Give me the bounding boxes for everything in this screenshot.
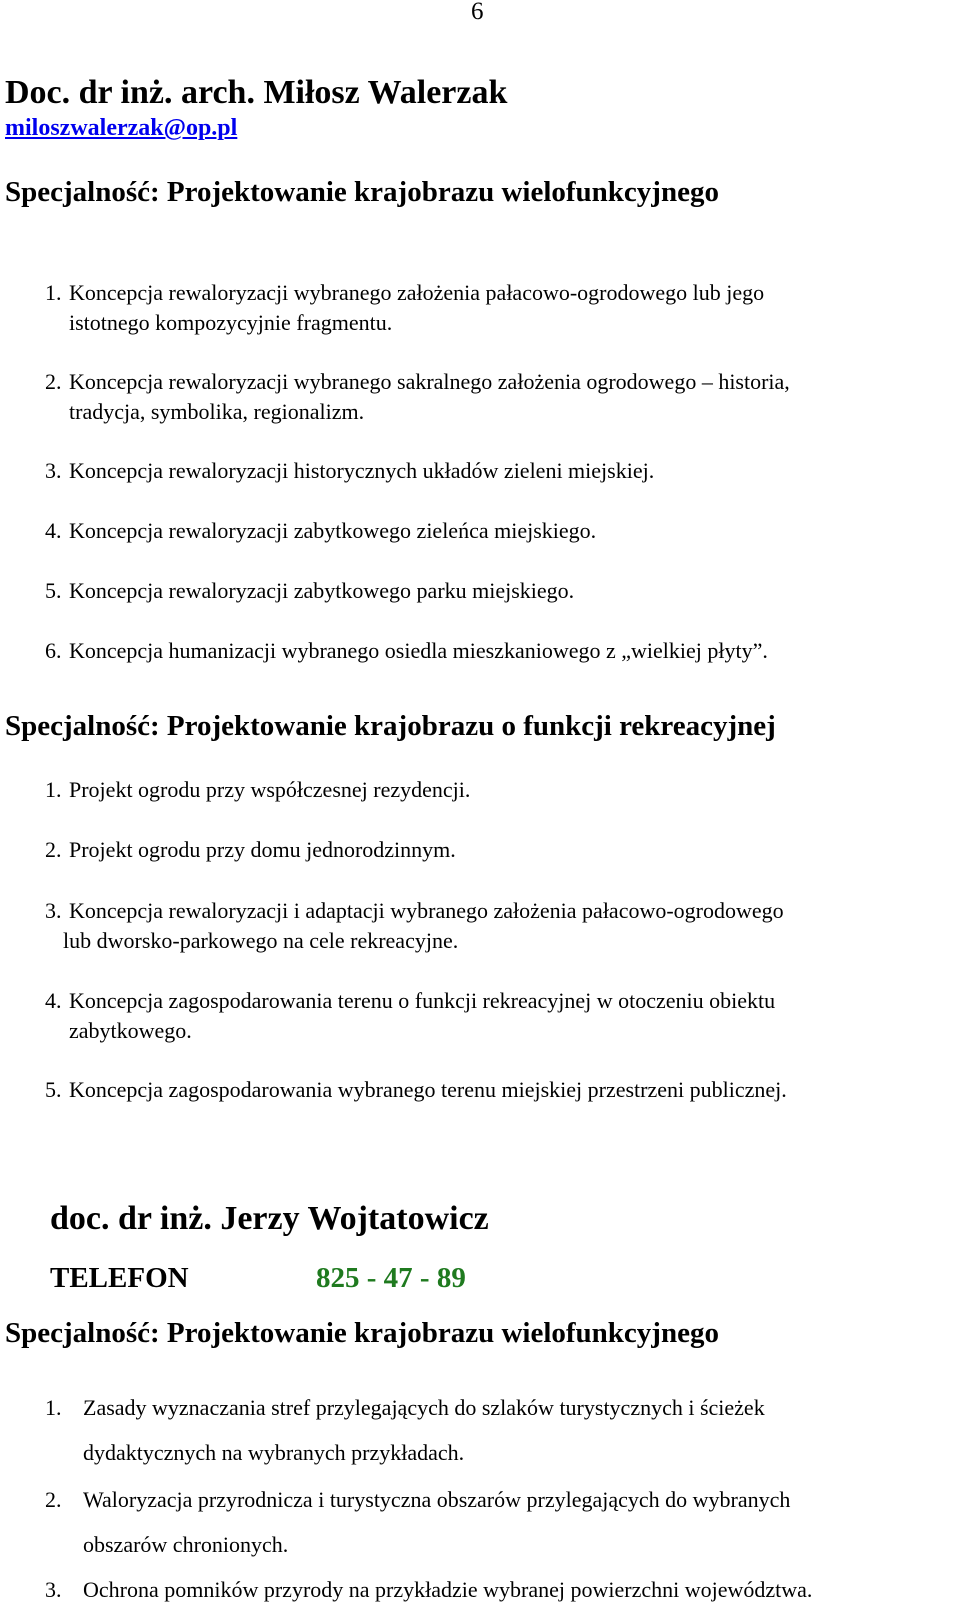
item-text: lub dworsko-parkowego na cele rekreacyjne. bbox=[63, 928, 459, 953]
item-number: 1. bbox=[45, 1395, 62, 1420]
item-number: 2. bbox=[45, 369, 62, 394]
item-text: Projekt ogrodu przy domu jednorodzinnym. bbox=[69, 837, 456, 862]
item-text: Ochrona pomników przyrody na przykładzie wybranej powierzchni województwa. bbox=[83, 1577, 813, 1602]
item-number: 4. bbox=[45, 518, 62, 543]
item-number: 5. bbox=[45, 578, 62, 603]
item-number: 3. bbox=[45, 1577, 62, 1602]
item-text: Koncepcja zagospodarowania terenu o funkcji rekreacyjnej w otoczeniu obiektu bbox=[69, 988, 776, 1013]
section-title: Specjalność: Projektowanie krajobrazu wielofunkcyjnego bbox=[5, 1317, 719, 1349]
section-title: Specjalność: Projektowanie krajobrazu o funkcji rekreacyjnej bbox=[5, 710, 776, 742]
item-number: 6. bbox=[45, 638, 62, 663]
item-number: 2. bbox=[45, 837, 62, 862]
item-number: 5. bbox=[45, 1077, 62, 1102]
supervisor-email-link[interactable]: miloszwalerzak@op.pl bbox=[5, 115, 238, 141]
item-text: Koncepcja rewaloryzacji zabytkowego zieleńca miejskiego. bbox=[69, 518, 597, 543]
item-text: dydaktycznych na wybranych przykładach. bbox=[83, 1440, 465, 1465]
supervisor-name: Doc. dr inż. arch. Miłosz Walerzak bbox=[5, 74, 508, 111]
item-text: obszarów chronionych. bbox=[83, 1532, 289, 1557]
supervisor-name: doc. dr inż. Jerzy Wojtatowicz bbox=[50, 1200, 489, 1237]
item-text: zabytkowego. bbox=[69, 1018, 192, 1043]
item-text: Zasady wyznaczania stref przylegających do szlaków turystycznych i ścieżek bbox=[83, 1395, 765, 1420]
item-number: 1. bbox=[45, 280, 62, 305]
item-number: 3. bbox=[45, 898, 62, 923]
item-text: Koncepcja humanizacji wybranego osiedla mieszkaniowego z „wielkiej płyty”. bbox=[69, 638, 768, 663]
phone-label: TELEFON bbox=[50, 1262, 189, 1294]
item-number: 2. bbox=[45, 1487, 62, 1512]
item-text: Waloryzacja przyrodnicza i turystyczna obszarów przylegających do wybranych bbox=[83, 1487, 791, 1512]
item-number: 3. bbox=[45, 458, 62, 483]
item-text: Koncepcja rewaloryzacji zabytkowego parku miejskiego. bbox=[69, 578, 575, 603]
item-text: Koncepcja zagospodarowania wybranego terenu miejskiej przestrzeni publicznej. bbox=[69, 1077, 787, 1102]
item-number: 4. bbox=[45, 988, 62, 1013]
item-text: tradycja, symbolika, regionalizm. bbox=[69, 399, 365, 424]
item-text: Projekt ogrodu przy współczesnej rezydencji. bbox=[69, 777, 471, 802]
item-text: Koncepcja rewaloryzacji wybranego sakralnego założenia ogrodowego – historia, bbox=[69, 369, 790, 394]
section-title: Specjalność: Projektowanie krajobrazu wielofunkcyjnego bbox=[5, 176, 719, 208]
item-text: istotnego kompozycyjnie fragmentu. bbox=[69, 310, 393, 335]
item-text: Koncepcja rewaloryzacji wybranego założenia pałacowo-ogrodowego lub jego bbox=[69, 280, 765, 305]
phone-number: 825 - 47 - 89 bbox=[316, 1262, 466, 1294]
page-number: 6 bbox=[471, 0, 484, 25]
item-text: Koncepcja rewaloryzacji i adaptacji wybranego założenia pałacowo-ogrodowego bbox=[69, 898, 784, 923]
item-number: 1. bbox=[45, 777, 62, 802]
item-text: Koncepcja rewaloryzacji historycznych układów zieleni miejskiej. bbox=[69, 458, 655, 483]
